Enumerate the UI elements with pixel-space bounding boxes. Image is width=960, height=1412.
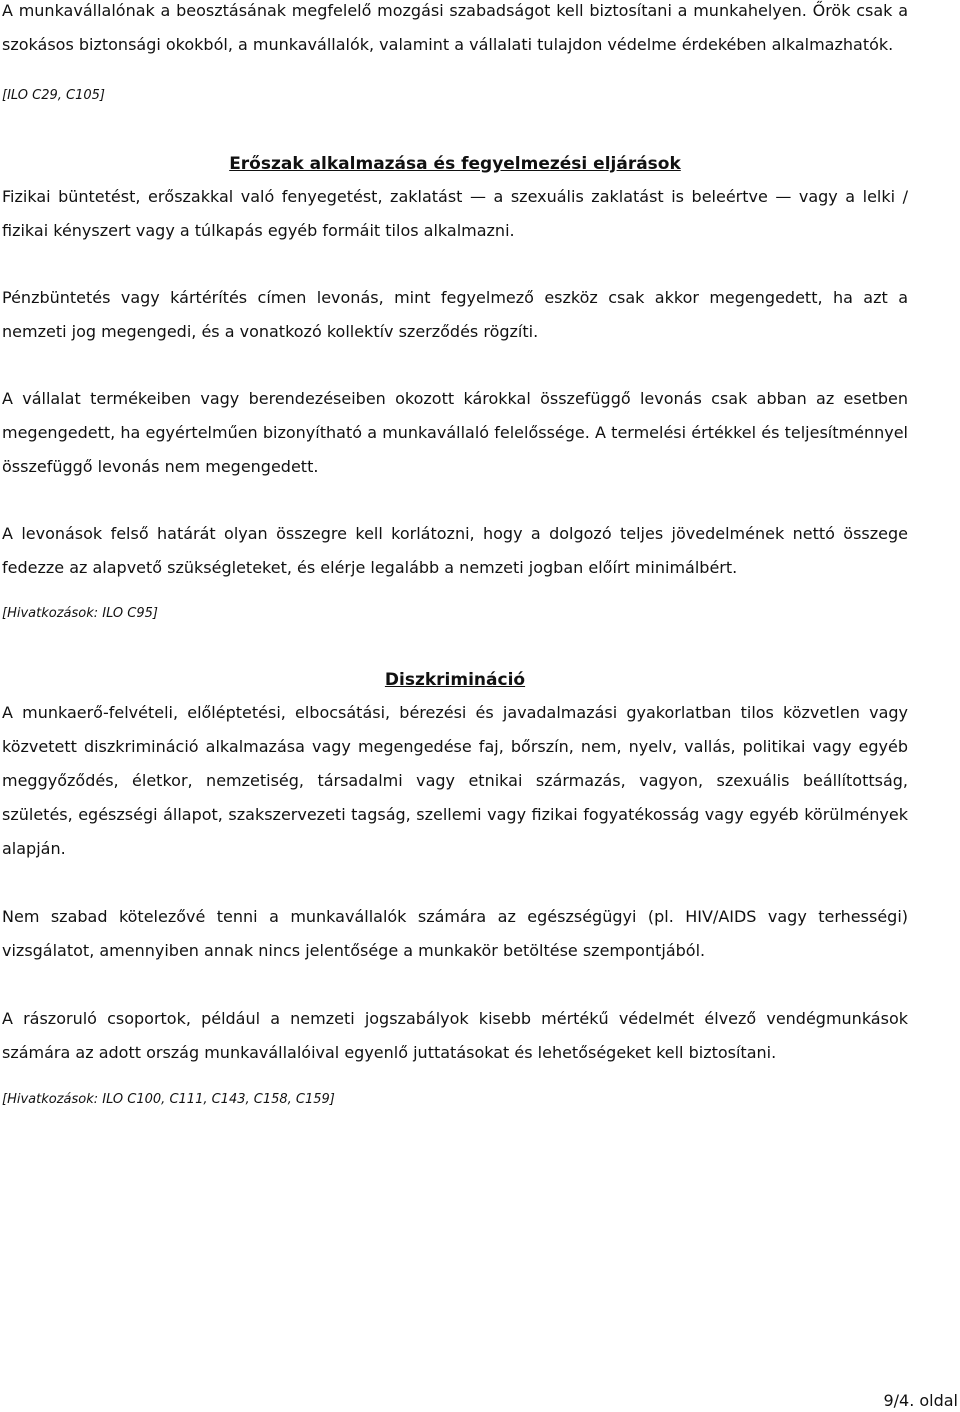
intro-reference: [ILO C29, C105] <box>2 88 105 103</box>
force-paragraph-3: A vállalat termékeiben vagy berendezéseiben okozott károkkal összefüggő levonás csak abban az esetben megengedett, ha egyértelműen bizonyítható a munkavállaló felelőssége. A termelési értékkel és teljesítménnyel összefüggő levonás nem megengedett. <box>2 389 908 476</box>
force-paragraph-4: A levonások felső határát olyan összegre kell korlátozni, hogy a dolgozó teljes jövedelmének nettó összege fedezze az alapvető szükségleteket, és elérje legalább a nemzeti jogban előírt minimálbért. <box>2 524 908 577</box>
discrimination-reference: [Hivatkozások: ILO C100, C111, C143, C158, C159] <box>2 1092 335 1107</box>
discrimination-paragraph-2: Nem szabad kötelezővé tenni a munkavállalók számára az egészségügyi (pl. HIV/AIDS vagy terhességi) vizsgálatot, amennyiben annak nincs jelentősége a munkakör betöltése szempontjából. <box>2 907 908 960</box>
section-title-force: Erőszak alkalmazása és fegyelmezési eljárások <box>229 154 681 174</box>
page-number: 9/4. oldal <box>883 1391 958 1410</box>
discrimination-paragraph-3: A rászoruló csoportok, például a nemzeti jogszabályok kisebb mértékű védelmét élvező vendégmunkások számára az adott ország munkavállalóival egyenlő juttatásokat és lehetőségeket kell biztosítani. <box>2 1009 908 1062</box>
force-paragraph-2: Pénzbüntetés vagy kártérítés címen levonás, mint fegyelmező eszköz csak akkor megengedett, ha azt a nemzeti jog megengedi, és a vonatkozó kollektív szerződés rögzíti. <box>2 288 908 341</box>
discrimination-paragraph-1: A munkaerő-felvételi, előléptetési, elbocsátási, bérezési és javadalmazási gyakorlatban tilos közvetlen vagy közvetett diszkrimináció alkalmazása vagy megengedése faj, bőrszín, nem, nyelv, vallás, politikai vagy egyéb meggyőződés, életkor, nemzetiség, társadalmi vagy etnikai származás, vagyon, szexuális beállítottság, születés, egészségi állapot, szakszervezeti tagság, szellemi vagy fizikai fogyatékosság vagy egyéb körülmények alapján. <box>2 703 908 858</box>
document-page <box>2 0 908 1110</box>
section-title-discrimination: Diszkrimináció <box>384 670 526 690</box>
force-reference: [Hivatkozások: ILO C95] <box>2 606 158 621</box>
force-paragraph-1: Fizikai büntetést, erőszakkal való fenyegetést, zaklatást — a szexuális zaklatást is beleértve — vagy a lelki / fizikai kényszert vagy a túlkapás egyéb formáit tilos alkalmazni. <box>2 187 908 240</box>
intro-paragraph: A munkavállalónak a beosztásának megfelelő mozgási szabadságot kell biztosítani a munkahelyen. Őrök csak a szokásos biztonsági okokból, a munkavállalók, valamint a vállalati tulajdon védelme érdekében alkalmazhatók. <box>2 1 908 54</box>
